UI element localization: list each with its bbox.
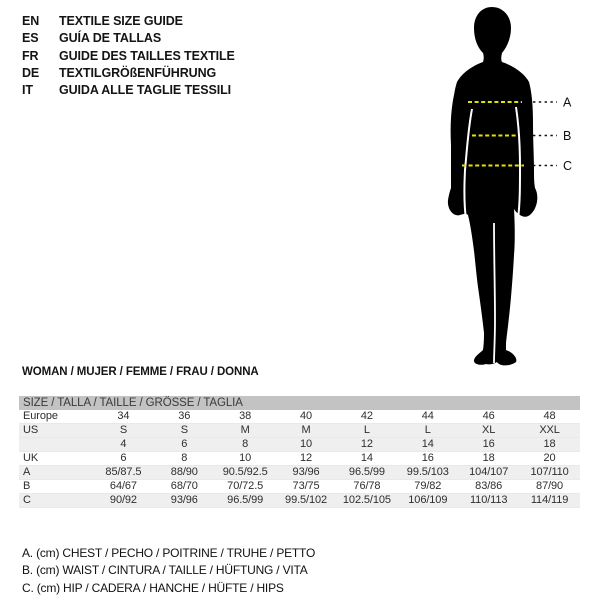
size-value: 8 xyxy=(215,438,276,452)
language-row-de xyxy=(22,65,235,82)
size-value: XXL xyxy=(519,424,580,438)
language-row-en xyxy=(22,13,235,30)
size-value: 4 xyxy=(93,438,154,452)
size-chart-header-row xyxy=(19,396,580,410)
size-value: S xyxy=(93,424,154,438)
size-value: 18 xyxy=(458,452,519,466)
language-row-fr xyxy=(22,48,235,65)
size-value: 104/107 xyxy=(458,466,519,480)
size-value: 107/110 xyxy=(519,466,580,480)
size-value: M xyxy=(215,424,276,438)
waist-label: B xyxy=(563,129,572,143)
language-code: IT xyxy=(22,83,33,98)
size-value: 16 xyxy=(397,452,458,466)
language-title: GUIDA ALLE TAGLIE TESSILI xyxy=(59,83,232,98)
size-value: 42 xyxy=(337,410,398,424)
size-value: 14 xyxy=(397,438,458,452)
size-value: 10 xyxy=(215,452,276,466)
language-title: GUÍA DE TALLAS xyxy=(59,31,162,46)
row-label: US xyxy=(19,424,93,438)
size-value: 102.5/105 xyxy=(337,494,398,508)
language-code: EN xyxy=(22,14,40,28)
table-row-us-letter xyxy=(19,424,580,438)
language-code: ES xyxy=(22,31,39,46)
size-value: 106/109 xyxy=(397,494,458,508)
legend-chest: A. (cm) CHEST / PECHO / POITRINE / TRUHE / PETTO xyxy=(22,546,316,560)
size-value: 46 xyxy=(458,410,519,424)
woman-silhouette-diagram xyxy=(430,5,600,370)
row-label: A xyxy=(19,466,93,480)
size-value: 6 xyxy=(93,452,154,466)
size-value: 93/96 xyxy=(276,466,337,480)
language-row-es xyxy=(22,30,235,47)
size-value: 93/96 xyxy=(154,494,215,508)
language-title: GUIDE DES TAILLES TEXTILE xyxy=(59,48,235,63)
language-code: DE xyxy=(22,65,40,80)
table-row-uk xyxy=(19,452,580,466)
size-value: 83/86 xyxy=(458,480,519,494)
legend-waist: B. (cm) WAIST / CINTURA / TAILLE / HÜFTUNG / VITA xyxy=(22,563,308,578)
row-label xyxy=(19,438,93,452)
size-value: 18 xyxy=(519,438,580,452)
size-value: 88/90 xyxy=(154,466,215,480)
hip-label: C xyxy=(563,159,573,173)
legend-hip: C. (cm) HIP / CADERA / HANCHE / HÜFTE / HIPS xyxy=(22,580,284,595)
size-value: 68/70 xyxy=(154,480,215,494)
size-value: 96.5/99 xyxy=(337,466,398,480)
size-value: L xyxy=(337,424,398,438)
size-value: 34 xyxy=(93,410,154,424)
table-row-us-number xyxy=(19,438,580,452)
size-value: 70/72.5 xyxy=(215,480,276,494)
language-title: TEXTILGRÖßENFÜHRUNG xyxy=(59,65,217,80)
size-value: 12 xyxy=(337,438,398,452)
size-chart-table xyxy=(19,396,580,508)
row-label: Europe xyxy=(19,410,93,424)
size-value: XL xyxy=(458,424,519,438)
size-value: 73/75 xyxy=(276,480,337,494)
size-value: 48 xyxy=(519,410,580,424)
size-value: 90/92 xyxy=(93,494,154,508)
size-value: 14 xyxy=(337,452,398,466)
measurement-legend xyxy=(22,545,315,597)
size-value: 76/78 xyxy=(337,480,398,494)
table-row-waist xyxy=(19,480,580,494)
size-value: 110/113 xyxy=(458,494,519,508)
size-chart-header: SIZE / TALLA / TAILLE / GRÖSSE / TAGLIA xyxy=(19,396,580,410)
size-value: 85/87.5 xyxy=(93,466,154,480)
size-value: 87/90 xyxy=(519,480,580,494)
size-value: 96.5/99 xyxy=(215,494,276,508)
size-value: 44 xyxy=(397,410,458,424)
table-row-europe xyxy=(19,410,580,424)
size-value: S xyxy=(154,424,215,438)
size-value: M xyxy=(276,424,337,438)
language-title-list xyxy=(22,13,235,99)
size-value: 90.5/92.5 xyxy=(215,466,276,480)
size-value: 6 xyxy=(154,438,215,452)
row-label: UK xyxy=(19,452,93,466)
table-row-hip xyxy=(19,494,580,508)
size-value: 40 xyxy=(276,410,337,424)
size-value: L xyxy=(397,424,458,438)
size-value: 99.5/103 xyxy=(397,466,458,480)
woman-section-title: WOMAN / MUJER / FEMME / FRAU / DONNA xyxy=(22,366,259,378)
size-value: 16 xyxy=(458,438,519,452)
chest-label: A xyxy=(563,95,572,110)
leg-gap xyxy=(494,223,495,363)
language-row-it xyxy=(22,82,235,99)
size-value: 64/67 xyxy=(93,480,154,494)
row-label: C xyxy=(19,494,93,508)
size-value: 8 xyxy=(154,452,215,466)
size-value: 99.5/102 xyxy=(276,494,337,508)
row-label: B xyxy=(19,480,93,494)
size-value: 79/82 xyxy=(397,480,458,494)
size-value: 20 xyxy=(519,452,580,466)
size-value: 114/119 xyxy=(519,494,580,508)
woman-silhouette xyxy=(448,7,537,365)
size-value: 12 xyxy=(276,452,337,466)
size-value: 38 xyxy=(215,410,276,424)
table-row-chest xyxy=(19,466,580,480)
language-code: FR xyxy=(22,48,39,63)
size-value: 36 xyxy=(154,410,215,424)
language-title: TEXTILE SIZE GUIDE xyxy=(59,14,183,28)
size-value: 10 xyxy=(276,438,337,452)
